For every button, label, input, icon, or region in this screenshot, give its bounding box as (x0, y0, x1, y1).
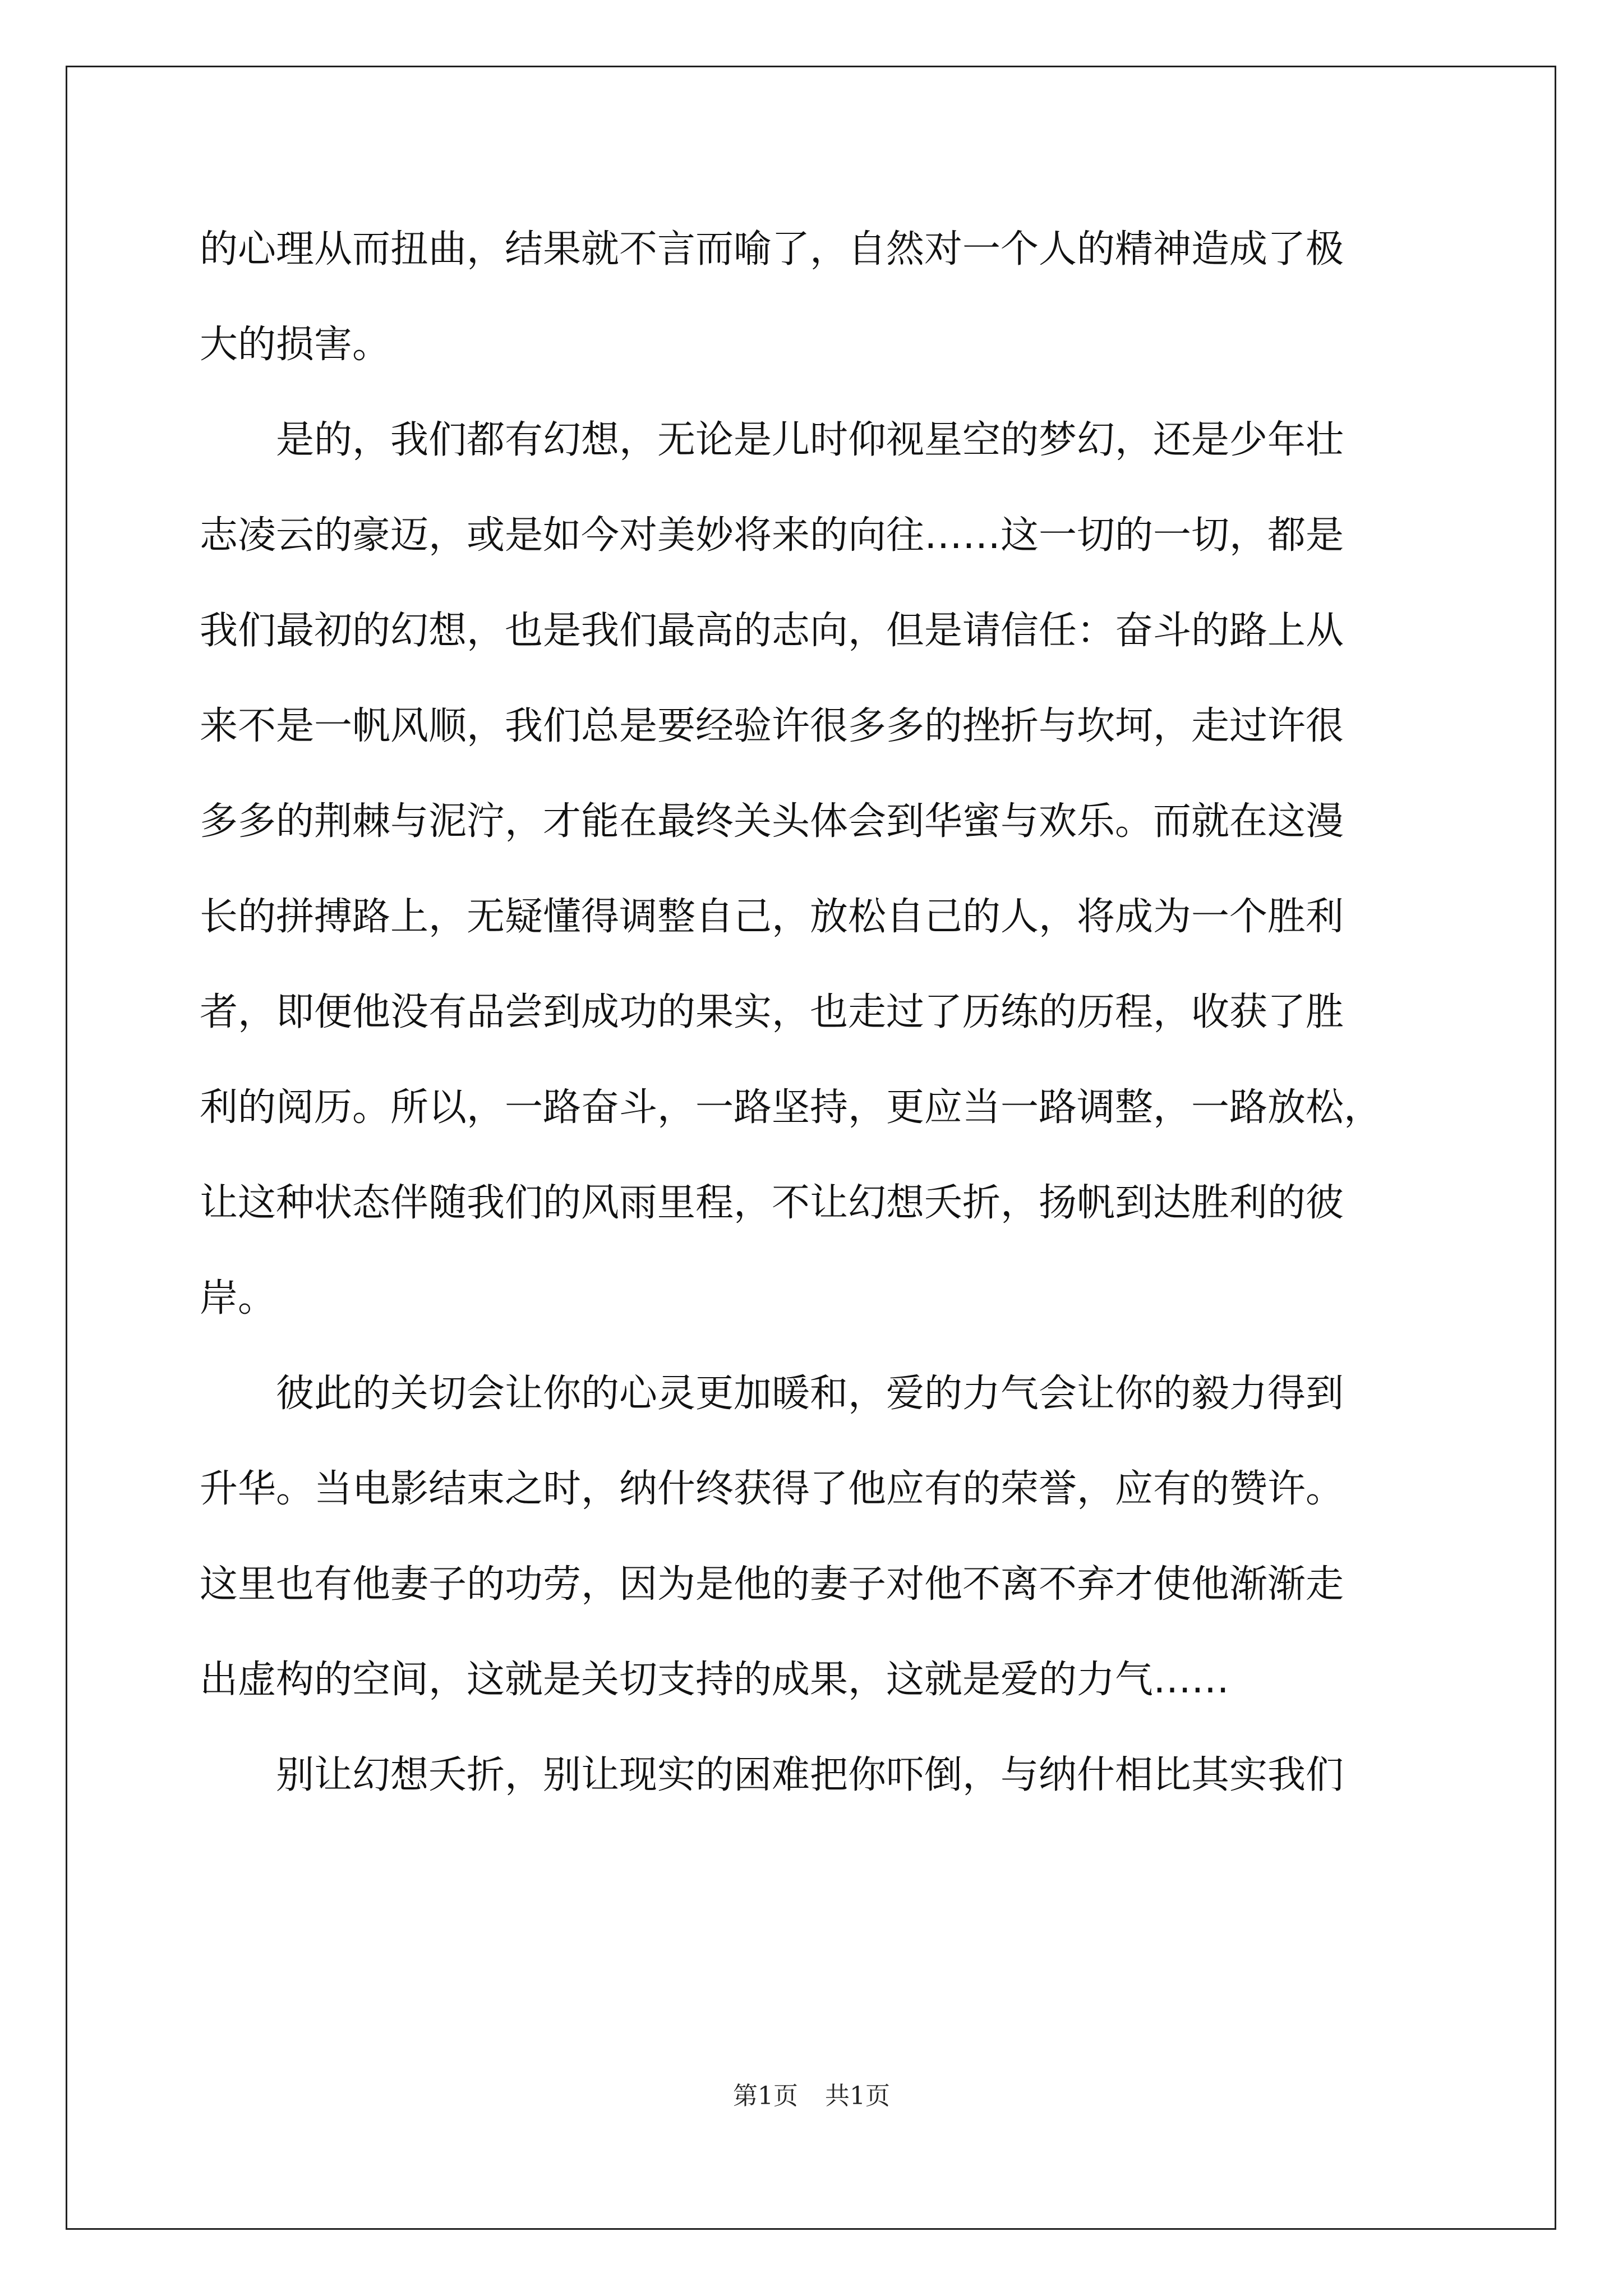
text-line: 的心理从而扭曲，结果就不言而喻了，自然对一个人的精神造成了极 (200, 227, 1344, 272)
text-line: 别让幻想夭折，别让现实的困难把你吓倒，与纳什相比其实我们 (276, 1753, 1344, 1797)
text-line: 来不是一帆风顺，我们总是要经验许很多多的挫折与坎坷，走过许很 (200, 704, 1344, 748)
text-line: 升华。当电影结束之时，纳什终获得了他应有的荣誉，应有的赞许。 (200, 1467, 1344, 1511)
text-line: 岸。 (200, 1276, 276, 1320)
page-number: 第1页 (733, 2082, 798, 2110)
text-line: 长的拼搏路上，无疑懂得调整自己，放松自己的人，将成为一个胜利 (200, 895, 1344, 939)
text-line: 志凌云的豪迈，或是如今对美妙将来的向往……这一切的一切，都是 (200, 513, 1344, 558)
text-line: 这里也有他妻子的功劳，因为是他的妻子对他不离不弃才使他渐渐走 (200, 1562, 1344, 1607)
text-line: 多多的荆棘与泥泞，才能在最终关头体会到华蜜与欢乐。而就在这漫 (200, 799, 1344, 844)
text-line: 出虚构的空间，这就是关切支持的成果，这就是爱的力气…… (200, 1658, 1230, 1702)
text-line: 者，即便他没有品尝到成功的果实，也走过了历练的历程，收获了胜 (200, 990, 1344, 1034)
text-line: 利的阅历。所以，一路奋斗，一路坚持，更应当一路调整，一路放松， (200, 1085, 1382, 1130)
text-line: 我们最初的幻想，也是我们最高的志向，但是请信任：奋斗的路上从 (200, 609, 1344, 653)
text-line: 让这种状态伴随我们的风雨里程，不让幻想夭折，扬帆到达胜利的彼 (200, 1181, 1344, 1225)
document-body (200, 202, 1433, 1823)
text-line: 彼此的关切会让你的心灵更加暖和，爱的力气会让你的毅力得到 (276, 1372, 1344, 1416)
page-footer (0, 2076, 1623, 2111)
text-line: 是的，我们都有幻想，无论是儿时仰视星空的梦幻，还是少年壮 (276, 418, 1344, 462)
page-total: 共1页 (825, 2082, 890, 2110)
text-line: 大的损害。 (200, 323, 391, 367)
